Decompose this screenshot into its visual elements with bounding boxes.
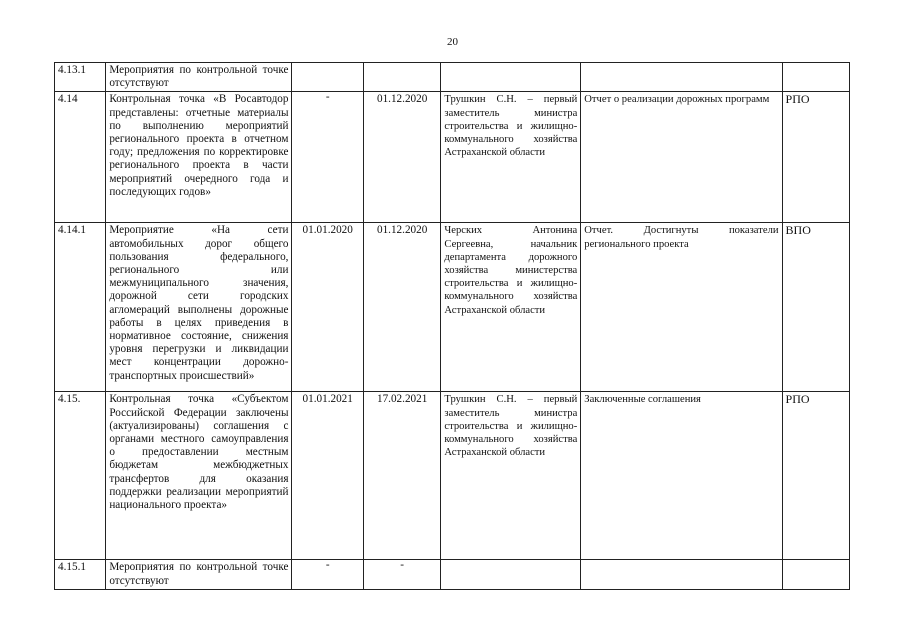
row-start-date: 01.01.2020 — [292, 223, 363, 392]
row-name: Мероприятия по контрольной точке отсутствуют — [106, 63, 292, 92]
page-number: 20 — [447, 36, 458, 48]
row-name: Мероприятие «На сети автомобильных дорог общего пользования федерального, регионального или межмуниципального значения, дорожной сети городских агломераций выполнены дорожные работы в целях приведения в нормативное состояние, снижения уровня перегрузки и ликвидации мест концентрации дорожно-транспортных происшествий» — [106, 223, 292, 392]
table-row — [55, 392, 850, 560]
row-start-date — [292, 63, 363, 92]
row-name: Мероприятия по контрольной точке отсутствуют — [106, 560, 292, 589]
row-start-date: 01.01.2021 — [292, 392, 363, 560]
row-level — [782, 560, 849, 589]
row-number: 4.15.1 — [55, 560, 106, 589]
row-result — [581, 560, 782, 589]
row-responsible: Трушкин С.Н. – первый заместитель министра строительства и жилищно-коммунального хозяйства Астраханской области — [441, 92, 581, 223]
row-start-date — [292, 560, 363, 589]
table-row — [55, 92, 850, 223]
row-number: 4.14 — [55, 92, 106, 223]
row-end-date — [363, 560, 440, 589]
row-name: Контрольная точка «В Росавтодор представлены: отчетные материалы по выполнению мероприятий регионального проекта в отчетном году; предложения по корректировке регионального проекта в части мероприятий очередного года и последующих годов» — [106, 92, 292, 223]
row-end-date: 01.12.2020 — [363, 223, 440, 392]
row-responsible — [441, 560, 581, 589]
dash-mark: - — [400, 559, 405, 572]
row-result: Отчет. Достигнуты показатели регионального проекта — [581, 223, 782, 392]
row-result: Заключенные соглашения — [581, 392, 782, 560]
row-level: РПО — [782, 392, 849, 560]
dash-mark: - — [325, 91, 330, 104]
table-row — [55, 223, 850, 392]
row-end-date: 17.02.2021 — [363, 392, 440, 560]
row-name: Контрольная точка «Субъектом Российской Федерации заключены (актуализированы) соглашения с органами местного самоуправления о предоставлении местным бюджетам межбюджетных трансфертов для оказания поддержки реализации мероприятий национального проекта» — [106, 392, 292, 560]
row-responsible — [441, 63, 581, 92]
row-result — [581, 63, 782, 92]
table-row — [55, 63, 850, 92]
row-responsible: Трушкин С.Н. – первый заместитель министра строительства и жилищно-коммунального хозяйства Астраханской области — [441, 392, 581, 560]
row-number: 4.14.1 — [55, 223, 106, 392]
row-level — [782, 63, 849, 92]
row-start-date — [292, 92, 363, 223]
row-number: 4.13.1 — [55, 63, 106, 92]
row-responsible: Черских Антонина Сергеевна, начальник департамента дорожного хозяйства министерства строительства и жилищно-коммунального хозяйства Астраханской области — [441, 223, 581, 392]
table-row — [55, 560, 850, 589]
row-level: РПО — [782, 92, 849, 223]
row-end-date: 01.12.2020 — [363, 92, 440, 223]
row-number: 4.15. — [55, 392, 106, 560]
row-level: ВПО — [782, 223, 849, 392]
dash-mark: - — [325, 559, 330, 572]
row-result: Отчет о реализации дорожных программ — [581, 92, 782, 223]
plan-table — [54, 62, 850, 590]
row-end-date — [363, 63, 440, 92]
